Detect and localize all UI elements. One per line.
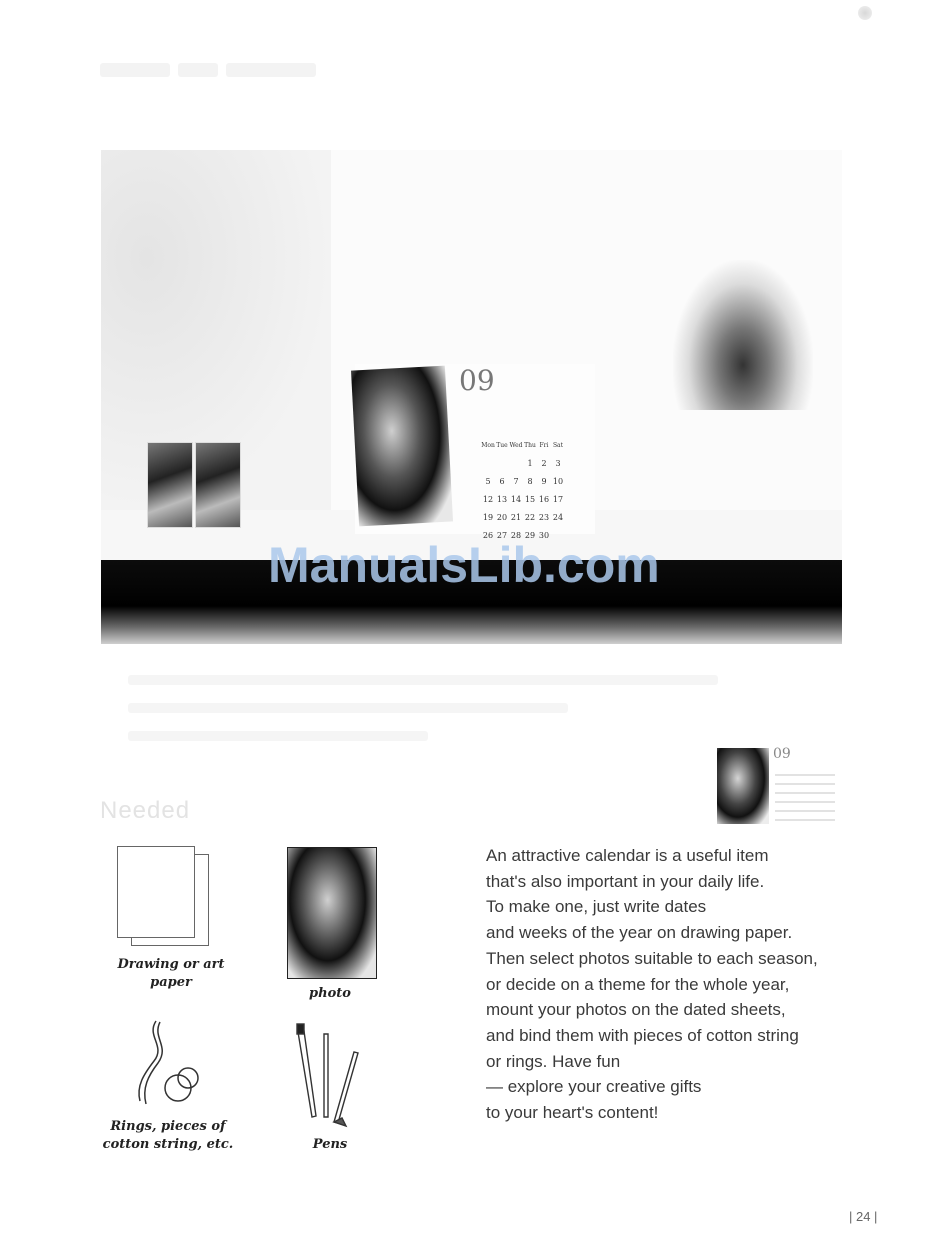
weekday: Thu bbox=[524, 441, 536, 449]
weekday: Sat bbox=[552, 441, 564, 449]
rings-string-illustration bbox=[126, 1016, 206, 1116]
weekday: Fri bbox=[539, 441, 549, 449]
day: 8 bbox=[527, 476, 533, 486]
drawing-paper-illustration bbox=[117, 846, 209, 948]
day: 1 bbox=[527, 458, 533, 468]
day: 3 bbox=[555, 458, 561, 468]
day: 28 bbox=[510, 530, 522, 540]
photo-illustration bbox=[287, 847, 377, 979]
description-line: that's also important in your daily life. bbox=[486, 871, 765, 891]
small-frame-2 bbox=[195, 442, 241, 528]
description-line: An attractive calendar is a useful item bbox=[486, 846, 769, 865]
section-heading-needed: Needed bbox=[100, 797, 191, 824]
corner-mark bbox=[858, 6, 872, 20]
description-line: and bind them with pieces of cotton string bbox=[486, 1025, 799, 1045]
description-line: Then select photos suitable to each season, bbox=[486, 948, 818, 968]
weekday: Mon bbox=[481, 441, 495, 449]
day: 21 bbox=[510, 512, 522, 522]
description-line: or rings. Have fun bbox=[486, 1051, 621, 1071]
flower-vase bbox=[673, 260, 813, 410]
rings-label-line-2: cotton string, etc. bbox=[102, 1137, 234, 1152]
paper-sheet-front bbox=[117, 846, 195, 938]
calendar-grid bbox=[481, 436, 565, 544]
page-number: | 24 | bbox=[849, 1209, 878, 1224]
day: 9 bbox=[541, 476, 547, 486]
calendar-week-row bbox=[481, 508, 565, 526]
day: 23 bbox=[538, 512, 550, 522]
day: 27 bbox=[496, 530, 508, 540]
weekday: Tue bbox=[496, 441, 508, 449]
description-line: To make one, just write dates bbox=[486, 897, 707, 917]
description-line: mount your photos on the dated sheets, bbox=[486, 1000, 786, 1020]
displayed-calendar bbox=[355, 364, 595, 540]
small-frame-1 bbox=[147, 442, 193, 528]
calendar-photo bbox=[351, 366, 453, 527]
description-line: — explore your creative gifts bbox=[486, 1077, 702, 1097]
day: 6 bbox=[499, 476, 505, 486]
day: 19 bbox=[482, 512, 494, 522]
day: 26 bbox=[482, 530, 494, 540]
description-text bbox=[486, 843, 866, 1126]
day: 15 bbox=[524, 494, 536, 504]
description-line: to your heart's content! bbox=[486, 1103, 659, 1123]
pens-illustration bbox=[294, 1022, 364, 1132]
day: 16 bbox=[538, 494, 550, 504]
rings-label-line-1: Rings, pieces of bbox=[110, 1119, 226, 1134]
photo-label: photo bbox=[309, 986, 351, 1001]
calendar-month: 09 bbox=[459, 364, 495, 397]
rings-icon bbox=[126, 1016, 206, 1116]
calendar-week-row bbox=[481, 490, 565, 508]
day: 10 bbox=[552, 476, 564, 486]
day: 13 bbox=[496, 494, 508, 504]
weekday: Wed bbox=[509, 441, 523, 449]
day: 5 bbox=[485, 476, 491, 486]
faint-intro-text bbox=[128, 675, 728, 759]
mini-calendar-grid bbox=[775, 774, 835, 822]
day: 14 bbox=[510, 494, 522, 504]
day: 30 bbox=[538, 530, 550, 540]
day: 29 bbox=[524, 530, 536, 540]
day: 17 bbox=[552, 494, 564, 504]
mini-calendar-photo bbox=[717, 748, 769, 824]
day: 20 bbox=[496, 512, 508, 522]
faint-header bbox=[100, 62, 360, 84]
day: 12 bbox=[482, 494, 494, 504]
description-line: and weeks of the year on drawing paper. bbox=[486, 923, 793, 943]
pens-label: Pens bbox=[312, 1137, 348, 1152]
day: 22 bbox=[524, 512, 536, 522]
mini-calendar-illustration bbox=[713, 740, 838, 830]
small-photo-frames bbox=[147, 442, 239, 530]
mini-calendar-month: 09 bbox=[773, 746, 791, 762]
paper-label: Drawing or art paper bbox=[117, 957, 225, 990]
rings-label bbox=[98, 1118, 238, 1154]
watermark: ManualsLib.com bbox=[268, 537, 660, 593]
description-line: or decide on a theme for the whole year, bbox=[486, 974, 790, 994]
day: 24 bbox=[552, 512, 564, 522]
calendar-week-row bbox=[481, 454, 565, 472]
day: 2 bbox=[541, 458, 547, 468]
day: 7 bbox=[513, 476, 519, 486]
calendar-week-row bbox=[481, 472, 565, 490]
calendar-weekday-row bbox=[481, 436, 565, 454]
pens-icon bbox=[294, 1022, 364, 1132]
